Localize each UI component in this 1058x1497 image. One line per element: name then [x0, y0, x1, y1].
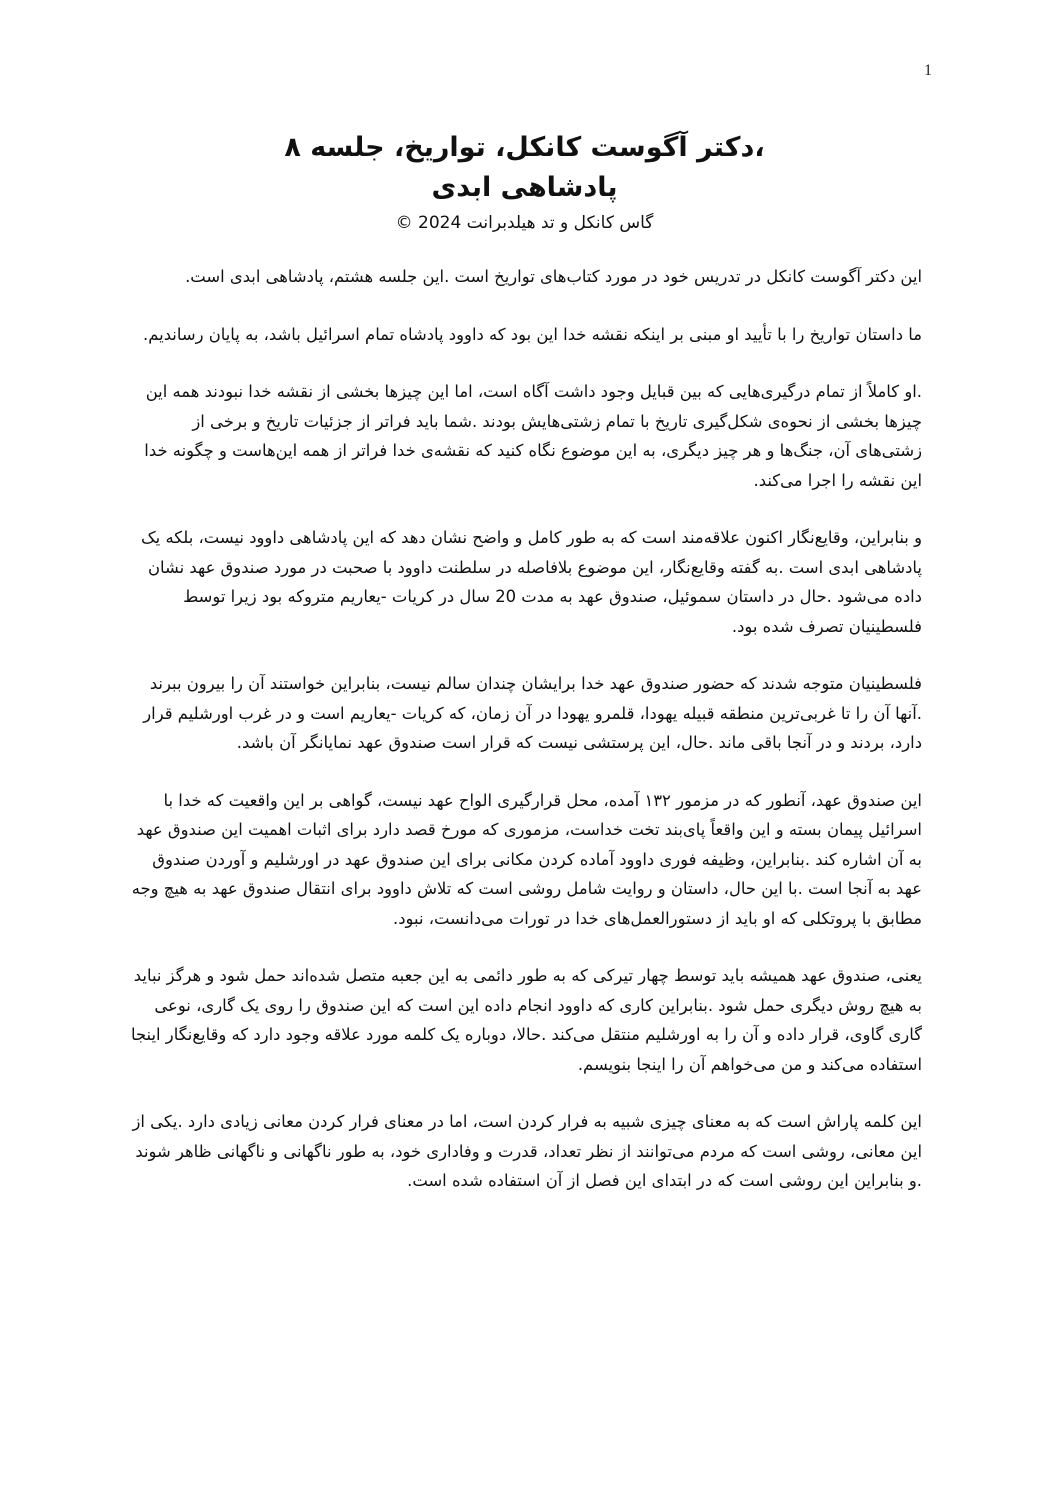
paragraph-3: .او کاملاً از تمام درگیری‌هایی که بین قبایل وجود داشت آگاه است، اما این چیزها بخشی از نقشه خدا نبودند همه این چیزها بخشی از نحوه‌ی شکل‌گیری تاریخ با تمام زشتی‌هایش بودند .شما باید فراتر از جزئیات تاریخ و برخی از زشتی‌های آن، جنگ‌ها و هر چیز دیگری، به این موضوع نگاه کنید که نقشه‌ی خدا فراتر از همه این‌هاست و چگونه خدا این نقشه را اجرا می‌کند. — [144, 382, 922, 490]
paragraph-8: این کلمه پاراش است که به معنای چیزی شبیه به فرار کردن است، اما در معنای فرار کردن معانی زیادی دارد .یکی از این معانی، روشی است که مردم می‌توانند از نظر تعداد، قدرت و وفاداری خود، به طور ناگهانی و ناگهانی ظاهر شوند .و بنابراین این روشی است که در ابتدای این فصل از آن استفاده شده است. — [132, 1112, 922, 1190]
paragraph-7: یعنی، صندوق عهد همیشه باید توسط چهار تیرکی که به طور دائمی به این جعبه متصل شده‌اند حمل شود و هرگز نباید به هیچ روش دیگری حمل شود .بنابراین کاری که داوود انجام داده این است که این صندوق را روی یک گاری، نوعی گاری گاوی، قرار داده و آن را به اورشلیم منتقل می‌کند .حالا، دوباره یک کلمه مورد علاقه وجود دارد که وقایع‌نگار اینجا استفاده می‌کند و من می‌خواهم آن را اینجا بنویسم. — [130, 966, 922, 1074]
document-title: ،دکتر آگوست کانکل، تواریخ، جلسه ۸ — [284, 132, 765, 163]
document-subtitle: پادشاهی ابدی — [431, 172, 618, 203]
copyright-byline: گاس کانکل و تد هیلدبرانت 2024 © — [395, 213, 654, 233]
paragraph-6: این صندوق عهد، آنطور که در مزمور ۱۳۲ آمده، محل قرارگیری الواح عهد نیست، گواهی بر این واقعیت که خدا با اسرائیل پیمان بسته و این واقعاً پای‌بند تخت خداست، مزموری که مورخ قصد دارد برای اثبات اهمیت این صندوق عهد به آن اشاره کند .بنابراین، وظیفه فوری داوود آماده کردن مکانی برای این صندوق عهد در اورشلیم و آوردن صندوق عهد به آنجا است .با این حال، داستان و روایت شامل روشی است که تلاش داوود برای انتقال صندوق عهد به هیچ وجه مطابق با پروتکلی که او باید از دستورالعمل‌های خدا در تورات می‌دانست، نبود. — [131, 790, 922, 928]
paragraph-2: ما داستان تواریخ را با تأیید او مبنی بر اینکه نقشه خدا این بود که داوود پادشاه تمام اسرائیل باشد، به پایان رساندیم. — [143, 324, 922, 344]
page-number: 1 — [924, 62, 932, 79]
document-body — [127, 128, 922, 1224]
paragraph-4: و بنابراین، وقایع‌نگار اکنون علاقه‌مند است که به طور کامل و واضح نشان دهد که این پادشاهی داوود نیست، بلکه یک پادشاهی ابدی است .به گفته وقایع‌نگار، این موضوع بلافاصله در سلطنت داوود با صحبت در مورد صندوق عهد نشان داده می‌شود .حال در داستان سموئیل، صندوق عهد به مدت 20 سال در کریات -یعاریم متروکه بود زیرا توسط فلسطینیان تصرف شده بود. — [141, 528, 922, 636]
title-block — [127, 128, 922, 236]
paragraph-5: فلسطینیان متوجه شدند که حضور صندوق عهد خدا برایشان چندان سالم نیست، بنابراین خواستند آن را بیرون ببرند .آنها آن را تا غربی‌ترین منطقه قبیله یهودا، قلمرو یهودا در آن زمان، که کریات -یعاریم است و در غرب اورشلیم قرار دارد، بردند و در آنجا باقی ماند .حال، این پرستشی نیست که قرار است صندوق عهد نمایانگر آن باشد. — [143, 674, 922, 752]
paragraph-1: این دکتر آگوست کانکل در تدریس خود در مورد کتاب‌های تواریخ است .این جلسه هشتم، پادشاهی ابدی است. — [185, 267, 922, 286]
